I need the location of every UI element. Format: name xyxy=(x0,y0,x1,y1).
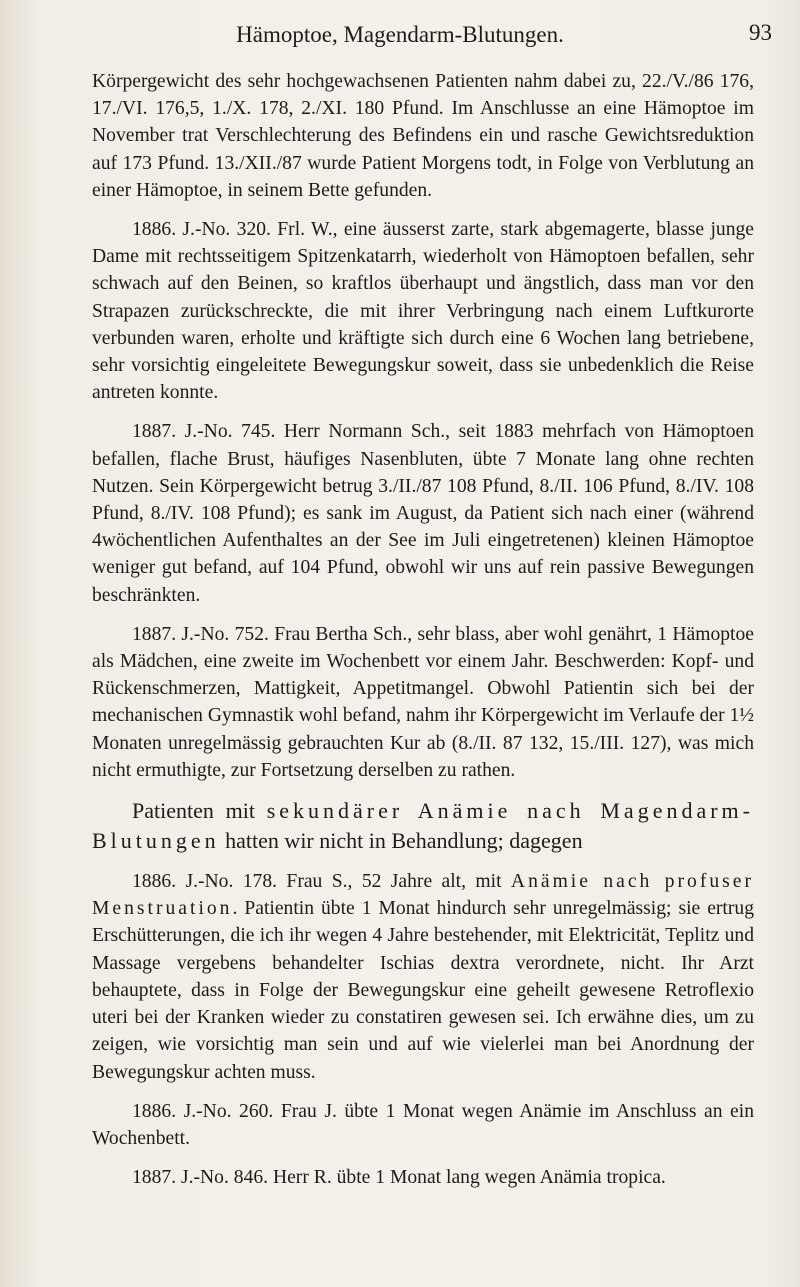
section-heading-start: Patienten mit xyxy=(132,798,267,824)
paragraph-case-178-emphasis: Anämie nach profuser Menstruation xyxy=(92,871,754,920)
paragraph-case-846: 1887. J.-No. 846. Herr R. übte 1 Monat lang wegen Anämia tropica. xyxy=(132,1167,666,1189)
paragraph-case-178-rest: . Patientin übte 1 Monat hindurch sehr unregelmässig; sie ertrug Erschütterungen, die ich ihr wegen 4 Jahre bestehender, mit Elektricität, Teplitz und Massage vergebens behandelter Ischias dextra verordnete, nicht. Ihr Arzt behauptete, dass in Folge der Bewegungskur eine geheilt gewesene Retroflexio uteri bei der Kranken wieder zu constatiren gewesen sei. Ich erwähne dies, um zu zeigen, wie vorsichtig man sein und auf wie vielerlei man bei Anordnung der Bewegungskur achten muss. xyxy=(92,898,754,1083)
paragraph-case-178 xyxy=(92,868,754,1086)
paragraph-case-continued: Körpergewicht des sehr hochgewachsenen Patienten nahm dabei zu, 22./V./86 176, 17./VI. 176,5, 1./X. 178, 2./XI. 180 Pfund. Im Anschlusse an eine Hämoptoe im November trat Verschlechterung des Befindens ein und rasche Gewichtsreduktion auf 173 Pfund. 13./XII./87 wurde Patient Morgens todt, in Folge von Verblutung an einer Hämoptoe, in seinem Bette gefunden. xyxy=(92,71,754,201)
section-heading-emphasis: sekundärer Anämie nach Magendarm-Blutungen xyxy=(92,798,754,854)
page-body xyxy=(92,68,754,1203)
section-heading-end: hatten wir nicht in Behandlung; dagegen xyxy=(219,828,583,854)
paragraph-case-752: 1887. J.-No. 752. Frau Bertha Sch., sehr blass, aber wohl genährt, 1 Hämoptoe als Mädchen, eine zweite im Wochenbett vor einem Jahr. Beschwerden: Kopf- und Rückenschmerzen, Mattigkeit, Appetitmangel. Obwohl Patientin sich bei der mechanischen Gymnastik wohl befand, nahm ihr Körpergewicht im Verlaufe der 1½ Monaten unregelmässig gebrauchten Kur ab (8./II. 87 132, 15./III. 127), was mich nicht ermuthigte, zur Fortsetzung derselben zu rathen. xyxy=(92,623,755,781)
running-head: Hämoptoe, Magendarm-Blutungen. xyxy=(236,22,564,47)
section-heading xyxy=(92,796,754,856)
page-number: 93 xyxy=(749,20,772,45)
paragraph-case-178-start: 1886. J.-No. 178. Frau S., 52 Jahre alt, mit xyxy=(132,871,511,893)
paragraph-case-260: 1886. J.-No. 260. Frau J. übte 1 Monat wegen Anämie im Anschluss an ein Wochenbett. xyxy=(92,1100,754,1149)
paragraph-case-745: 1887. J.-No. 745. Herr Normann Sch., seit 1883 mehrfach von Hämoptoen befallen, flache Brust, häufiges Nasenbluten, übte 7 Monate lang ohne rechten Nutzen. Sein Körpergewicht betrug 3./II./87 108 Pfund, 8./II. 106 Pfund, 8./IV. 108 Pfund, 8./IV. 108 Pfund); es sank im August, da Patient sich nach einer (während 4wöchentlichen Aufenthaltes an der See im Juli eingetretenen) kleinen Hämoptoe weniger gut befand, auf 104 Pfund, obwohl wir uns auf rein passive Bewegungen beschränkten. xyxy=(92,421,754,606)
paragraph-case-320: 1886. J.-No. 320. Frl. W., eine äusserst zarte, stark abgemagerte, blasse junge Dame mit rechtsseitigem Spitzenkatarrh, wiederholt von Hämoptoen befallen, sehr schwach auf den Beinen, so kraftlos überhaupt und ängstlich, dass man vor den Strapazen zurückschreckte, die mit ihrer Verbringung nach einem Luftkurorte verbunden waren, erholte und kräftigte sich durch eine 6 Wochen lang betriebene, sehr vorsichtig eingeleitete Bewegungskur soweit, dass sie unbedenklich die Reise antreten konnte. xyxy=(92,219,754,404)
page-header xyxy=(0,20,800,54)
